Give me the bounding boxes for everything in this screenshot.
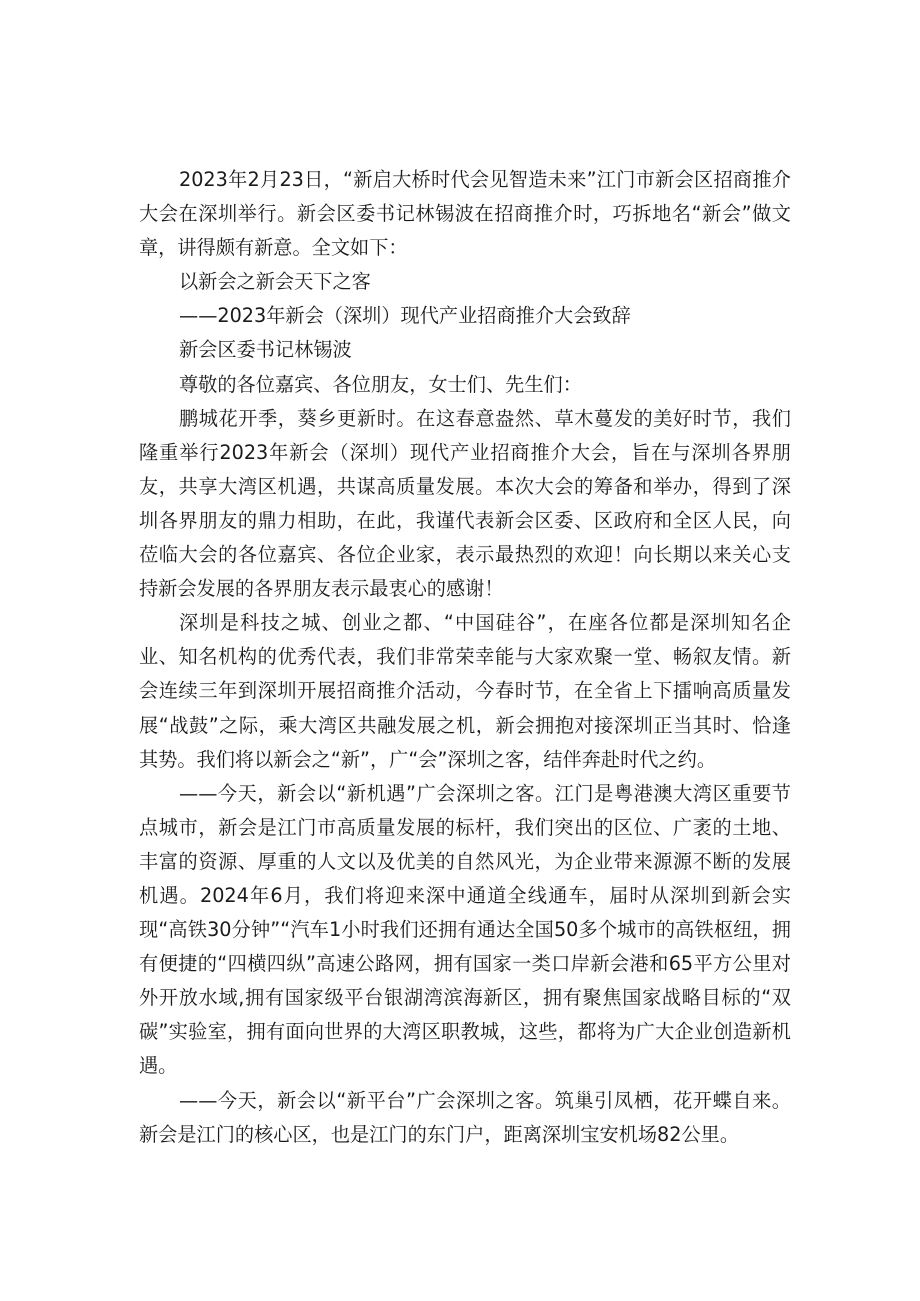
speech-subtitle: ——2023年新会（深圳）现代产业招商推介大会致辞: [179, 304, 631, 328]
body-paragraph: ——今天，新会以“新机遇”广会深圳之客。江门是粤港澳大湾区重要节点城市，新会是江门市高质量发展的标杆，我们突出的区位、广袤的土地、丰富的资源、厚重的人文以及优美的自然风光，为企业带来源源不断的发展机遇。2024年6月，我们将迎来深中通道全线通车，届时从深圳到新会实现“高铁30分钟”“汽车1小时我们还拥有通达全国50多个城市的高铁枢纽，拥有便捷的“四横四纵”高速公路网，拥有国家一类口岸新会港和65平方公里对外开放水域,拥有国家级平台银湖湾滨海新区，拥有聚焦国家战略目标的“双碳”实验室，拥有面向世界的大湾区职教城，这些，都将为广大企业创造新机遇。: [139, 781, 791, 1078]
speech-title: 以新会之新会天下之客: [179, 270, 371, 294]
body-paragraph: ——今天，新会以“新平台”广会深圳之客。筑巢引凤栖，花开蝶自来。新会是江门的核心区，也是江门的东门户，距离深圳宝安机场82公里。: [139, 1088, 791, 1146]
document-body: [139, 163, 791, 1152]
salutation: 尊敬的各位嘉宾、各位朋友，女士们、先生们：: [179, 372, 582, 396]
body-paragraph: 鹏城花开季，葵乡更新时。在这春意盎然、草木蔓发的美好时节，我们隆重举行2023年新会（深圳）现代产业招商推介大会，旨在与深圳各界朋友，共享大湾区机遇，共谋高质量发展。本次大会的筹备和举办，得到了深圳各界朋友的鼎力相助，在此，我谨代表新会区委、区政府和全区人民，向莅临大会的各位嘉宾、各位企业家，表示最热烈的欢迎！向长期以来关心支持新会发展的各界朋友表示最衷心的感谢！: [139, 406, 791, 601]
intro-paragraph: 2023年2月23日，“新启大桥时代会见智造未来”江门市新会区招商推介大会在深圳举行。新会区委书记林锡波在招商推介时，巧拆地名“新会”做文章，讲得颇有新意。全文如下：: [139, 168, 791, 260]
body-paragraph: 深圳是科技之城、创业之都、“中国硅谷”，在座各位都是深圳知名企业、知名机构的优秀代表，我们非常荣幸能与大家欢聚一堂、畅叙友情。新会连续三年到深圳开展招商推介活动，今春时节，在全省上下擂响高质量发展“战鼓”之际，乘大湾区共融发展之机，新会拥抱对接深圳正当其时、恰逢其势。我们将以新会之“新”，广“会”深圳之客，结伴奔赴时代之约。: [139, 611, 791, 771]
speaker-line: 新会区委书记林锡波: [179, 338, 352, 362]
